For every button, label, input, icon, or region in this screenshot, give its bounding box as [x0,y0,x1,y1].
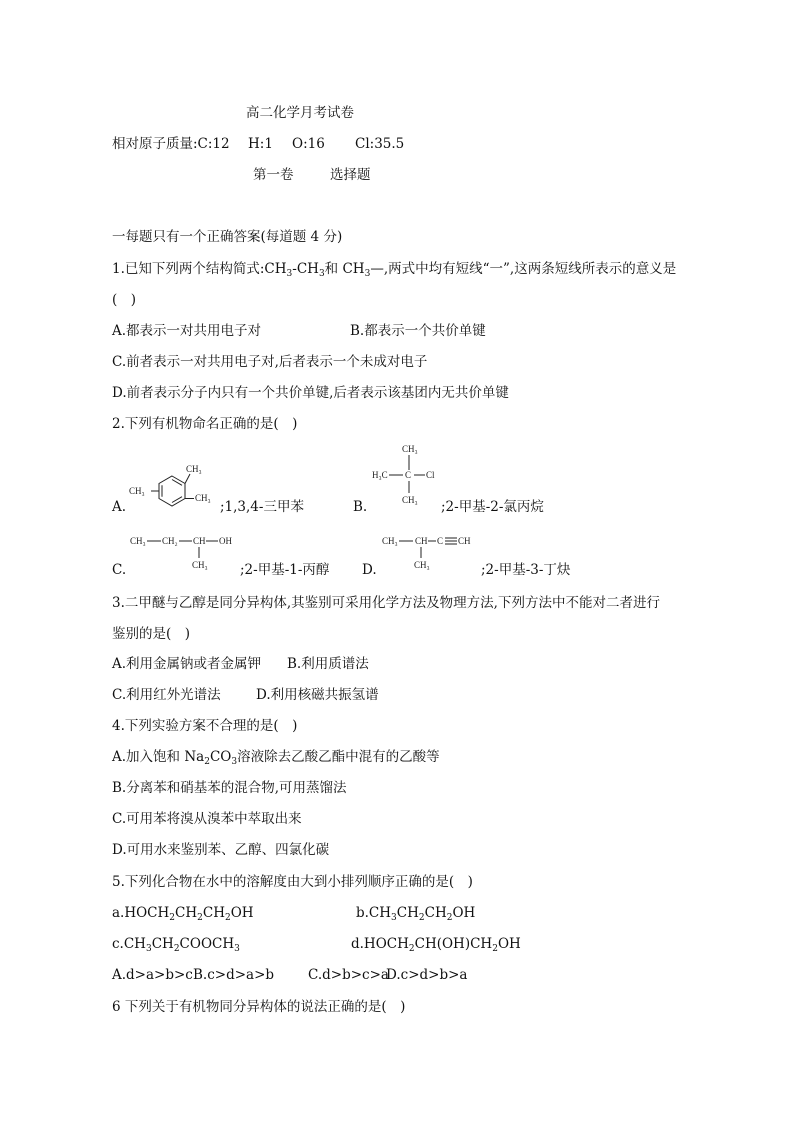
q5-stem: 5.下列化合物在水中的溶解度由大到小排列顺序正确的是( ) [112,874,473,890]
q2b-cl: Cl [426,470,435,480]
q2d-ch3-branch: CH₃ [414,560,430,570]
q2-option-a-name: ;1,3,4-三甲苯 [220,499,304,515]
volume-label: 第一卷 [253,167,294,183]
q2c-oh: OH [219,536,232,546]
atomic-mass-h: H:1 [248,136,273,152]
q1-option-d: D.前者表示分子内只有一个共价单键,后者表示该基团内无共价单键 [112,385,509,401]
q2-option-b-label: B. [353,499,368,515]
q3-option-b: B.利用质谱法 [287,656,369,672]
q2a-ch3-right: CH₃ [195,493,211,503]
q3-option-d: D.利用核磁共振氢谱 [256,687,379,703]
q2-option-d-name: ;2-甲基-3-丁炔 [481,562,571,578]
q2-option-d-label: D. [362,562,377,578]
q2-structure-a [124,462,220,514]
q4-option-d: D.可用水来鉴别苯、乙醇、四氯化碳 [112,842,330,858]
q2a-ch3-left: CH₃ [129,486,145,496]
q2-stem: 2.下列有机物命名正确的是( ) [112,416,298,432]
q5-compound-b: $b.CH_3CH_2CH_2OH$ [356,905,476,923]
q5-compound-c: $c.CH_3CH_2COOCH_3$ [112,936,240,954]
q1-stem: 1.已知下列两个结构简式$:CH_3-CH_3$和 $CH_3—$,两式中均有短线“一”,这两条短线所表示的意义是 [112,261,677,279]
q3-stem-line1: 3.二甲醚与乙醇是同分异构体,其鉴别可采用化学方法及物理方法,下列方法中不能对二者进行 [112,595,660,611]
q2b-ch3-top: CH₃ [402,444,418,454]
section-label: 选择题 [330,167,371,183]
q2-option-c-label: C. [112,562,127,578]
q5-answer-d: D.c>d>b>a [386,967,468,983]
q5-compound-d: $d.HOCH_2CH(OH)CH_2OH$ [351,936,521,954]
q6-stem: 6 下列关于有机物同分异构体的说法正确的是( ) [112,999,406,1015]
atomic-mass-o: O:16 [292,136,325,152]
q2c-ch: CH [193,536,206,546]
q2b-h3c: H₃C [372,470,388,480]
q2b-c: C [405,470,412,480]
q2d-c: C [437,536,444,546]
q1-paren: ( ) [112,292,137,308]
q5-answer-c: C.d>b>c>a [308,967,389,983]
q2-option-a-label: A. [112,499,127,515]
q2c-ch3-head: CH₃ [130,536,146,546]
q3-option-a: A.利用金属钠或者金属钾 [112,656,262,672]
q4-stem: 4.下列实验方案不合理的是( ) [112,718,298,734]
q2c-ch2: CH₂ [162,536,178,546]
q2d-ch3-head: CH₃ [382,536,398,546]
q4-option-a: A.加入饱和 $Na_2CO_3$溶液除去乙酸乙酯中混有的乙酸等 [112,749,440,767]
q3-stem-line2: 鉴别的是( ) [112,626,191,642]
page-title: 高二化学月考试卷 [246,105,354,121]
q5-answer-a: A.d>a>b>c [112,967,193,983]
q2c-ch3-branch: CH₃ [192,560,208,570]
q2-structure-b [368,440,448,512]
q2b-ch3-bottom: CH₃ [402,495,418,505]
q5-answer-b: B.c>d>a>b [193,967,275,983]
q3-option-c: C.利用红外光谱法 [112,687,221,703]
q2-structure-d [380,530,480,574]
part-intro: 一每题只有一个正确答案(每道题 4 分) [112,229,343,245]
q4-option-c: C.可用苯将溴从溴苯中萃取出来 [112,811,302,827]
q1-option-c: C.前者表示一对共用电子对,后者表示一个未成对电子 [112,354,428,370]
atomic-mass-label: 相对原子质量:C:12 [112,136,230,152]
q1-option-a: A.都表示一对共用电子对 [112,323,262,339]
q2-option-b-name: ;2-甲基-2-氯丙烷 [441,499,544,515]
q5-compound-a: $a.HOCH_2CH_2CH_2OH$ [112,905,254,923]
q2a-ch3-top: CH₃ [186,464,202,474]
atomic-mass-cl: Cl:35.5 [355,136,405,152]
q1-option-b: B.都表示一个共价单键 [350,323,486,339]
q4-option-b: B.分离苯和硝基苯的混合物,可用蒸馏法 [112,780,347,796]
q2-option-c-name: ;2-甲基-1-丙醇 [240,562,330,578]
q2d-ch-tail: CH [458,536,471,546]
q2d-ch: CH [415,536,428,546]
q2-structure-c [128,530,240,574]
